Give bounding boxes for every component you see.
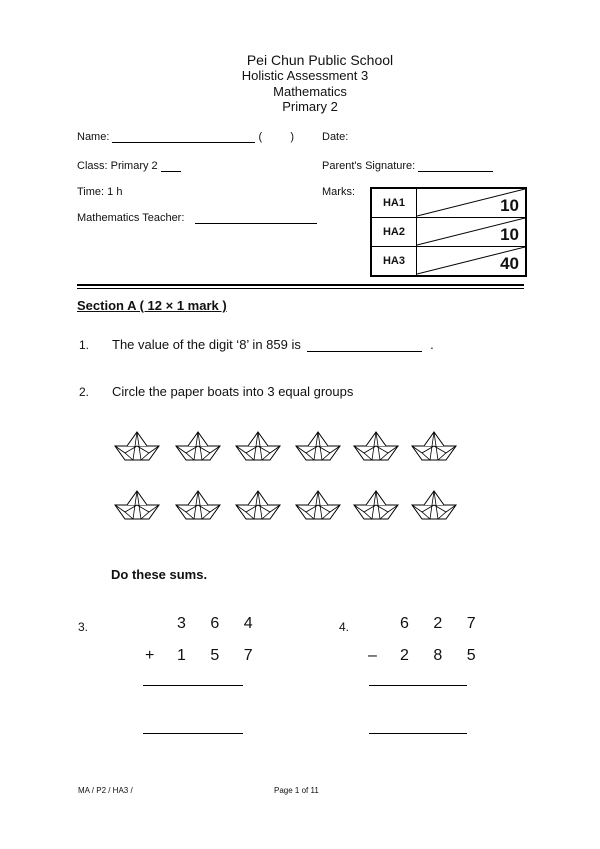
marks-row-label: HA3 xyxy=(372,247,417,275)
section-title: Section A ( 12 × 1 mark ) xyxy=(77,298,227,313)
question-3-top-number: 3 6 4 xyxy=(177,615,263,632)
question-4-top-number: 6 2 7 xyxy=(400,615,486,632)
parent-signature-blank[interactable] xyxy=(418,160,493,172)
parent-signature-field xyxy=(322,160,493,172)
marks-row-total: 40 xyxy=(500,254,519,273)
sums-instruction: Do these sums. xyxy=(111,567,208,582)
paper-boat-icon[interactable] xyxy=(115,491,159,519)
question-3-number: 3. xyxy=(78,620,89,634)
marks-row-total: 10 xyxy=(500,225,519,244)
name-blank[interactable] xyxy=(112,131,255,143)
question-2-text: Circle the paper boats into 3 equal groups xyxy=(112,384,354,399)
question-4-answer-bottom-line xyxy=(369,733,467,734)
question-4-operator: – xyxy=(368,647,387,664)
question-3-answer-bottom-line xyxy=(143,733,243,734)
paper-boat-icon[interactable] xyxy=(176,491,220,519)
class-label: Class: Primary 2 xyxy=(77,160,158,172)
marks-row-ha2 xyxy=(372,217,525,246)
level-title: Primary 2 xyxy=(282,99,338,114)
class-field xyxy=(77,160,181,172)
time-label: Time: 1 h xyxy=(77,186,123,198)
question-3-operator: + xyxy=(145,647,165,664)
paper-boat-icon[interactable] xyxy=(354,491,398,519)
paper-boat-icon[interactable] xyxy=(296,432,340,460)
footer-page-number: Page 1 of 11 xyxy=(274,786,319,795)
question-3-bottom-number: 1 5 7 xyxy=(177,647,263,664)
question-4-bottom-number: 2 8 5 xyxy=(400,647,486,664)
footer-code: MA / P2 / HA3 / xyxy=(78,786,133,795)
question-1-prompt: The value of the digit ‘8’ in 859 is xyxy=(112,337,301,352)
teacher-label: Mathematics Teacher: xyxy=(77,212,185,224)
question-1-answer-blank[interactable] xyxy=(307,340,422,352)
assessment-title: Holistic Assessment 3 xyxy=(241,68,369,83)
name-field xyxy=(77,131,294,143)
question-1-number: 1. xyxy=(79,338,90,352)
paper-boat-icon[interactable] xyxy=(412,491,456,519)
paper-boat-icon[interactable] xyxy=(115,432,159,460)
marks-row-ha1 xyxy=(372,189,525,217)
paper-boat-icon[interactable] xyxy=(176,432,220,460)
subject-title: Mathematics xyxy=(273,84,347,99)
paper-boat-icon[interactable] xyxy=(354,432,398,460)
marks-row-label: HA2 xyxy=(372,218,417,246)
question-1-period: . xyxy=(430,337,434,352)
teacher-field xyxy=(77,212,317,224)
question-4-answer-line[interactable] xyxy=(369,685,467,686)
header-divider xyxy=(77,284,524,286)
paren-open: ( xyxy=(258,131,263,143)
question-2-number: 2. xyxy=(79,385,90,399)
marks-row-ha3 xyxy=(372,246,525,275)
school-name: Pei Chun Public School xyxy=(246,52,394,68)
paper-boat-icon[interactable] xyxy=(296,491,340,519)
paren-close: ) xyxy=(290,131,294,143)
marks-label: Marks: xyxy=(322,186,355,198)
marks-row-total: 10 xyxy=(500,196,519,215)
paper-boat-icon[interactable] xyxy=(236,432,280,460)
marks-table xyxy=(370,187,527,277)
marks-row-label: HA1 xyxy=(372,189,417,217)
date-label: Date: xyxy=(322,131,349,143)
parent-signature-label: Parent's Signature: xyxy=(322,160,416,172)
header-divider-thin xyxy=(77,288,524,289)
question-4-number: 4. xyxy=(339,620,350,634)
question-1-text xyxy=(112,337,434,352)
paper-boat-icon[interactable] xyxy=(236,491,280,519)
paper-boat-icon[interactable] xyxy=(412,432,456,460)
question-3-answer-line[interactable] xyxy=(143,685,243,686)
class-blank[interactable] xyxy=(161,160,181,172)
name-label: Name: xyxy=(77,131,110,143)
teacher-blank[interactable] xyxy=(195,212,317,224)
